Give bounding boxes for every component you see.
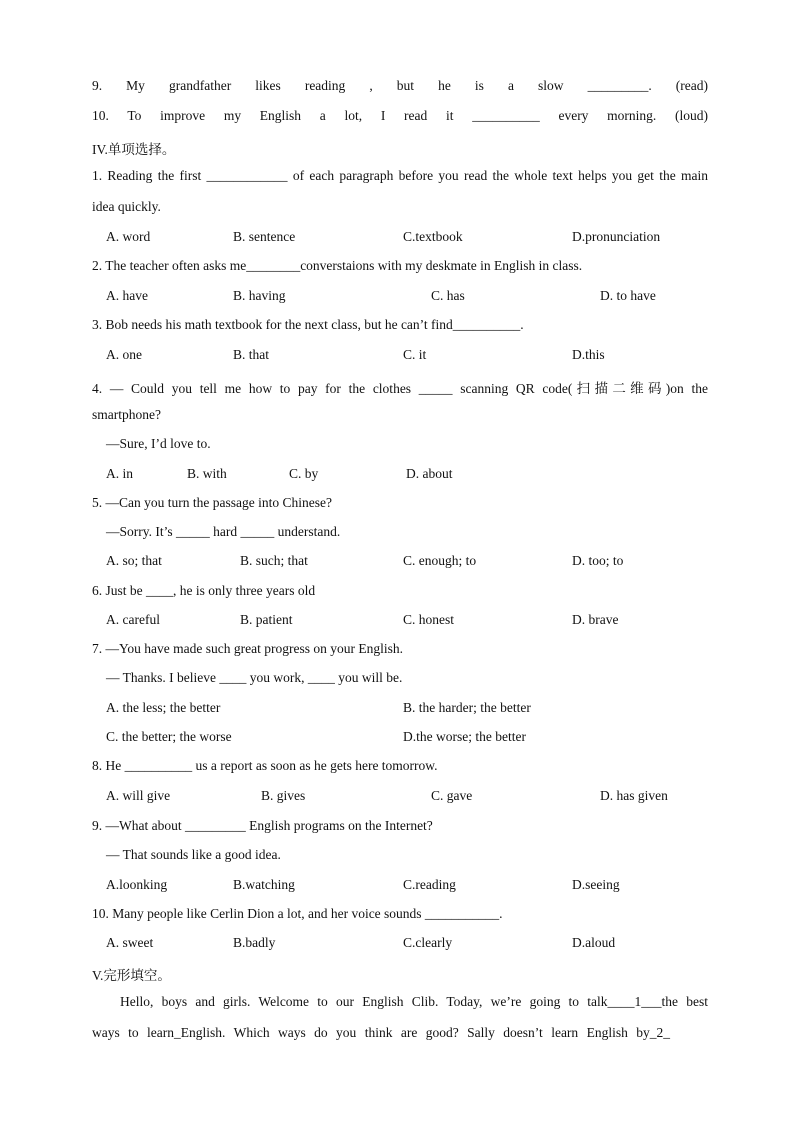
q8-option-a: A. will give bbox=[106, 788, 171, 803]
cloze-blank-2: _2_ bbox=[649, 1025, 670, 1040]
mc-question-7-stem: 7. —You have made such great progress on your English. bbox=[92, 641, 403, 656]
q7-option-a: A. the less; the better bbox=[106, 700, 221, 715]
q2-option-a: A. have bbox=[106, 288, 148, 303]
mc-question-2-stem: 2. The teacher often asks me________converstaions with my deskmate in English in class. bbox=[92, 258, 583, 273]
mc-question-10-stem: 10. Many people like Cerlin Dion a lot, and her voice sounds ___________. bbox=[92, 906, 503, 921]
q5-option-c: C. enough; to bbox=[403, 553, 477, 568]
q6-option-b: B. patient bbox=[240, 612, 293, 627]
q10-option-b: B.badly bbox=[233, 935, 276, 950]
mc-question-4-stem-cont: smartphone? bbox=[92, 407, 161, 422]
fill-question-10: 10. To improve my English a lot, I read it __________ every morning. (loud) bbox=[92, 108, 708, 123]
cloze-blank-1: ____1___ bbox=[607, 994, 662, 1009]
q9-option-d: D.seeing bbox=[572, 877, 620, 892]
cloze-paragraph-line-1 bbox=[120, 994, 708, 1010]
cloze-paragraph-line-2 bbox=[92, 1025, 670, 1041]
fill-question-9: 9. My grandfather likes reading , but he is a slow _________. (read) bbox=[92, 78, 708, 93]
q7-option-b: B. the harder; the better bbox=[403, 700, 531, 715]
q6-option-a: A. careful bbox=[106, 612, 160, 627]
q2-option-c: C. has bbox=[431, 288, 465, 303]
q8-option-c: C. gave bbox=[431, 788, 473, 803]
mc-question-3-stem: 3. Bob needs his math textbook for the next class, but he can’t find__________. bbox=[92, 317, 524, 332]
section-5-heading: V.完形填空。 bbox=[92, 968, 171, 983]
q6-option-c: C. honest bbox=[403, 612, 455, 627]
q10-option-d: D.aloud bbox=[572, 935, 616, 950]
mc-question-9-reply: — That sounds like a good idea. bbox=[106, 847, 281, 862]
mc-question-4-reply: —Sure, I’d love to. bbox=[106, 436, 211, 451]
mc-question-5-stem: 5. —Can you turn the passage into Chinese? bbox=[92, 495, 332, 510]
mc-question-1-stem: 1. Reading the first ____________ of each paragraph before you read the whole text helps you get the main bbox=[92, 168, 708, 183]
cloze-text-1b: the best bbox=[661, 994, 709, 1009]
q5-option-b: B. such; that bbox=[240, 553, 308, 568]
cloze-text-2a: ways to learn_English. Which ways do you think are good? Sally doesn’t learn English by bbox=[92, 1025, 650, 1040]
q10-option-a: A. sweet bbox=[106, 935, 154, 950]
q4-option-a: A. in bbox=[106, 466, 133, 481]
q6-option-d: D. brave bbox=[572, 612, 619, 627]
mc-question-6-stem: 6. Just be ____, he is only three years old bbox=[92, 583, 316, 598]
mc-question-5-reply: —Sorry. It’s _____ hard _____ understand. bbox=[106, 524, 341, 539]
q3-option-a: A. one bbox=[106, 347, 142, 362]
cloze-text-1a: Hello, boys and girls. Welcome to our English Clib. Today, we’re going to talk bbox=[120, 994, 608, 1009]
q2-option-b: B. having bbox=[233, 288, 286, 303]
mc-question-4-stem: 4. — Could you tell me how to pay for the clothes _____ scanning QR code(扫描二维码)on the bbox=[92, 381, 708, 396]
mc-question-8-stem: 8. He __________ us a report as soon as he gets here tomorrow. bbox=[92, 758, 438, 773]
mc-question-1-stem-cont: idea quickly. bbox=[92, 199, 161, 214]
q9-option-c: C.reading bbox=[403, 877, 456, 892]
q3-option-c: C. it bbox=[403, 347, 427, 362]
q9-option-b: B.watching bbox=[233, 877, 295, 892]
q8-option-b: B. gives bbox=[261, 788, 306, 803]
q4-option-c: C. by bbox=[289, 466, 319, 481]
q2-option-d: D. to have bbox=[600, 288, 656, 303]
q4-option-d: D. about bbox=[406, 466, 453, 481]
q7-option-c: C. the better; the worse bbox=[106, 729, 232, 744]
q4-option-b: B. with bbox=[187, 466, 227, 481]
q5-option-a: A. so; that bbox=[106, 553, 162, 568]
q10-option-c: C.clearly bbox=[403, 935, 453, 950]
q5-option-d: D. too; to bbox=[572, 553, 624, 568]
mc-question-7-reply: — Thanks. I believe ____ you work, ____ you will be. bbox=[106, 670, 403, 685]
section-4-heading: IV.单项选择。 bbox=[92, 142, 176, 157]
q1-option-b: B. sentence bbox=[233, 229, 296, 244]
q8-option-d: D. has given bbox=[600, 788, 668, 803]
q9-option-a: A.loonking bbox=[106, 877, 168, 892]
q7-option-d: D.the worse; the better bbox=[403, 729, 526, 744]
q1-option-a: A. word bbox=[106, 229, 151, 244]
q1-option-c: C.textbook bbox=[403, 229, 463, 244]
mc-question-9-stem: 9. —What about _________ English programs on the Internet? bbox=[92, 818, 433, 833]
q3-option-b: B. that bbox=[233, 347, 269, 362]
q3-option-d: D.this bbox=[572, 347, 605, 362]
q1-option-d: D.pronunciation bbox=[572, 229, 661, 244]
